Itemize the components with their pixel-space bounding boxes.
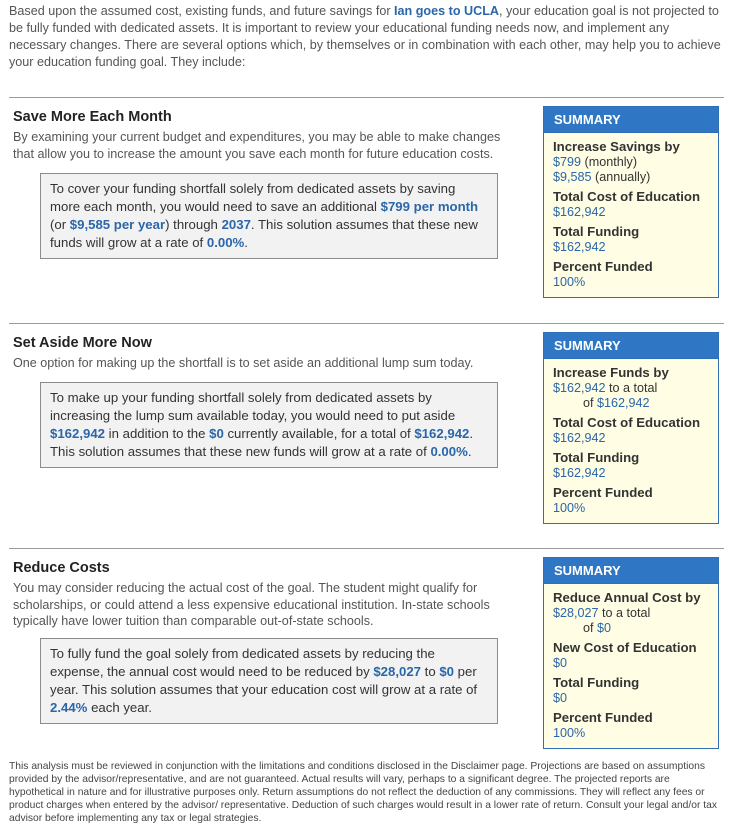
summary-item-increase-funds (553, 365, 709, 411)
section-title: Save More Each Month (13, 109, 172, 125)
callout-value: $162,942 (414, 426, 470, 441)
callout-value: $162,942 (50, 426, 106, 441)
summary-amount: $162,942 (553, 381, 606, 395)
summary-box (543, 557, 719, 749)
summary-label: Percent Funded (553, 485, 653, 500)
summary-label: Total Funding (553, 675, 640, 690)
callout-text: . This solution assumes that these new funds will grow at a rate of (50, 217, 478, 250)
section-description: One option for making up the shortfall is to set aside an additional lump sum today. (13, 356, 474, 370)
section-divider (9, 548, 724, 549)
summary-value: $162,942 (553, 205, 606, 219)
goal-name: Ian goes to UCLA (394, 4, 499, 18)
summary-item-total-funding (553, 450, 709, 481)
summary-amount: $9,585 (553, 170, 592, 184)
summary-amount: $28,027 (553, 606, 599, 620)
summary-amount: $162,942 (597, 396, 650, 410)
callout-text: To make up your funding shortfall solely from dedicated assets by increasing the lump sum available today, you would need to put aside (50, 390, 456, 423)
summary-value (553, 396, 709, 411)
summary-note: of (583, 621, 598, 635)
callout-text: . This solution assumes that these new funds will grow at a rate of (50, 426, 474, 459)
section-title: Set Aside More Now (13, 335, 152, 351)
summary-value: $0 (553, 656, 568, 670)
summary-item-total-funding (553, 675, 709, 706)
callout-value: 0.00% (430, 444, 468, 459)
callout-value: $0 (209, 426, 224, 441)
callout-value: 2.44% (50, 700, 88, 715)
intro-text-1: Based upon the assumed cost, existing funds, and future savings for (9, 4, 395, 18)
summary-value: $0 (553, 691, 568, 705)
intro-paragraph (9, 3, 725, 71)
summary-box (543, 106, 719, 298)
summary-label: Total Funding (553, 450, 640, 465)
summary-note: to a total (605, 381, 658, 395)
summary-header: SUMMARY (544, 107, 718, 133)
solution-callout (40, 173, 498, 259)
callout-value: $9,585 per year (69, 217, 166, 232)
summary-item-increase-savings (553, 139, 709, 185)
summary-value (553, 381, 709, 396)
summary-label: Increase Savings by (553, 139, 680, 154)
summary-header: SUMMARY (544, 333, 718, 359)
summary-amount: $0 (597, 621, 612, 635)
solution-callout (40, 638, 498, 724)
callout-text: in addition to the (105, 426, 210, 441)
summary-item-total-cost (553, 415, 709, 446)
section-divider (9, 97, 724, 98)
summary-header: SUMMARY (544, 558, 718, 584)
summary-label: Percent Funded (553, 710, 653, 725)
callout-text: . (244, 235, 248, 250)
callout-value: $0 (439, 664, 454, 679)
summary-value (553, 155, 709, 170)
summary-item-total-funding (553, 224, 709, 255)
summary-item-reduce-annual-cost (553, 590, 709, 636)
callout-text: . (467, 444, 472, 459)
summary-amount: $799 (553, 155, 582, 169)
disclaimer-text: This analysis must be reviewed in conjunction with the limitations and conditions disclosed in the Disclaimer page. Projections are based on assumptions provided by the advisor/representative, and are not guaranteed. Actual results will vary, perhaps to a significant degree. The projected reports are hypothetical in nature and for illustrative purposes only. Return assumptions do not reflect the deduction of any commissions. They will reflect any fees or product charges when entered by the advisor/ representative. Deduction of such charges would result in a lower rate of return. Consult your legal and/or tax advisor before implementing any tax or legal strategies. (9, 761, 718, 824)
summary-label: New Cost of Education (553, 640, 697, 655)
intro-text-2: , your education goal is not projected to be fully funded with dedicated assets. It is important to review your educational funding needs now, and implement any necessary changes. There are several options which, by themselves or in combination with each other, may help you to achieve your education funding goal. They include: (9, 4, 721, 69)
summary-label: Increase Funds by (553, 365, 669, 380)
summary-box (543, 332, 719, 524)
callout-text: (or (50, 217, 70, 232)
summary-label: Total Cost of Education (553, 415, 701, 430)
callout-text: To cover your funding shortfall solely from dedicated assets by saving more each month, you would need to save an additional (50, 181, 456, 214)
callout-text: ) through (165, 217, 222, 232)
summary-body (544, 359, 718, 523)
solution-callout (40, 382, 498, 468)
callout-value: 2037 (221, 217, 251, 232)
summary-note: (annually) (591, 170, 651, 184)
summary-value: $162,942 (553, 431, 606, 445)
summary-item-new-cost (553, 640, 709, 671)
summary-body (544, 584, 718, 748)
summary-label: Total Cost of Education (553, 189, 701, 204)
section-divider (9, 323, 724, 324)
summary-note: to a total (598, 606, 651, 620)
summary-value: 100% (553, 501, 586, 515)
summary-value: $162,942 (553, 466, 606, 480)
summary-note: of (583, 396, 598, 410)
callout-text: To fully fund the goal solely from dedicated assets by reducing the expense, the annual cost would need to be reduced by (50, 646, 435, 679)
callout-text: to (421, 664, 440, 679)
summary-value: $162,942 (553, 240, 606, 254)
section-description: You may consider reducing the actual cost of the goal. The student might qualify for scholarships, or could attend a less expensive educational institution. In-state schools typically have lower tuition than comparable out-of-state schools. (13, 581, 490, 628)
summary-item-total-cost (553, 189, 709, 220)
callout-value: 0.00% (206, 235, 245, 250)
summary-value: 100% (553, 275, 586, 289)
summary-value (553, 621, 709, 636)
callout-text: each year. (87, 700, 152, 715)
summary-value: 100% (553, 726, 586, 740)
summary-body (544, 133, 718, 297)
summary-label: Reduce Annual Cost by (553, 590, 701, 605)
section-title: Reduce Costs (13, 560, 110, 576)
summary-item-percent-funded (553, 259, 709, 290)
summary-note: (monthly) (581, 155, 638, 169)
summary-item-percent-funded (553, 710, 709, 741)
summary-value (553, 606, 709, 621)
summary-value (553, 170, 709, 185)
callout-text: per year. This solution assumes that your education cost will grow at a rate of (50, 664, 478, 697)
summary-item-percent-funded (553, 485, 709, 516)
section-description: By examining your current budget and expenditures, you may be able to make changes that allow you to increase the amount you save each month for future education costs. (13, 130, 501, 161)
callout-value: $28,027 (373, 664, 421, 679)
summary-label: Percent Funded (553, 259, 653, 274)
callout-value: $799 per month (380, 199, 479, 214)
callout-text: currently available, for a total of (223, 426, 415, 441)
summary-label: Total Funding (553, 224, 640, 239)
